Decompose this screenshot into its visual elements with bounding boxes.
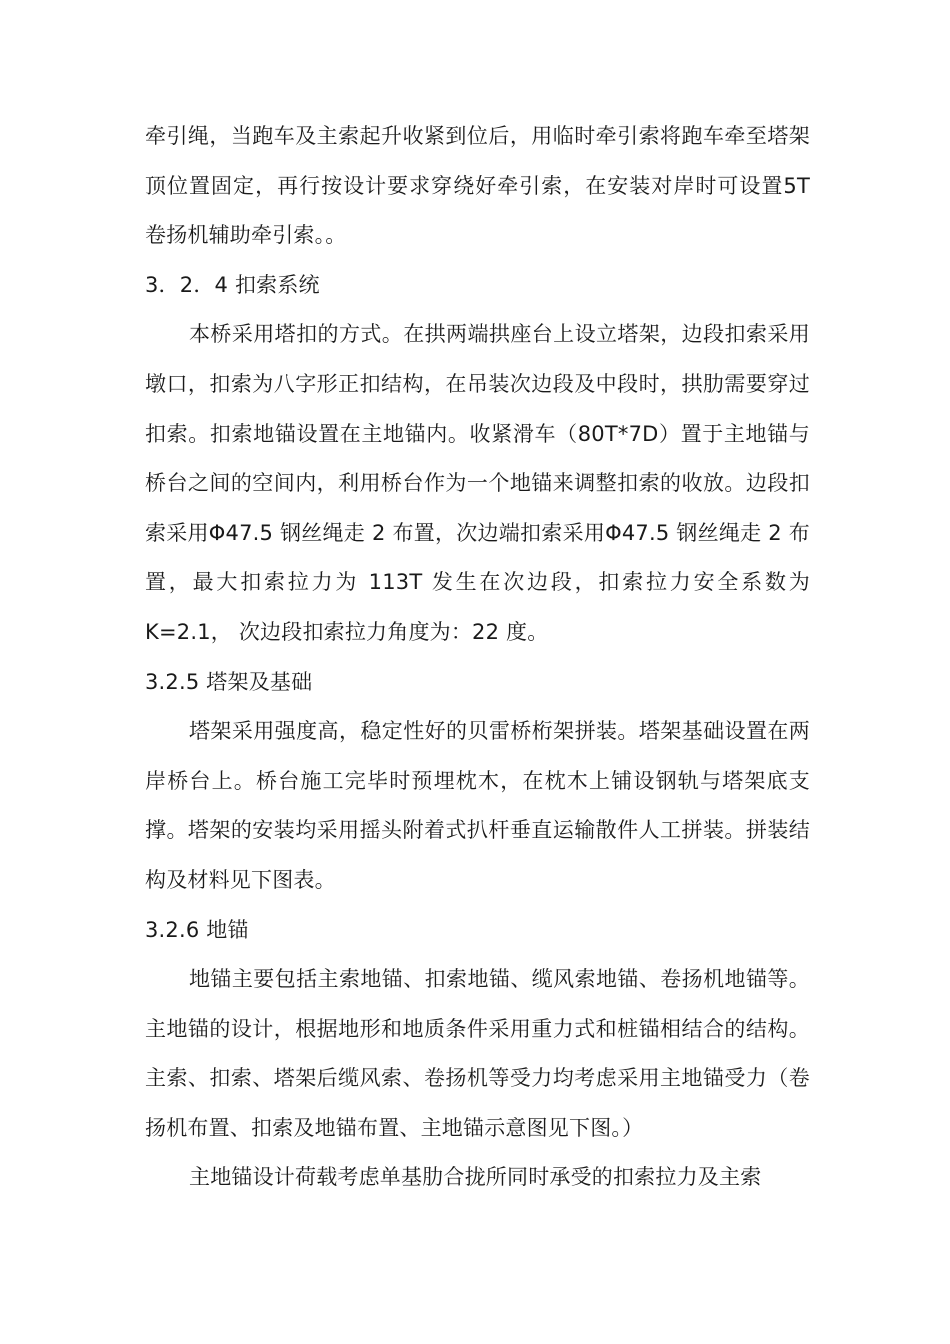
section-heading-3-2-4: 3．2．4 扣索系统 <box>145 272 320 297</box>
paragraph-main-anchor-load: 主地锚设计荷载考虑单基肋合拢所同时承受的扣索拉力及主索 <box>189 1165 762 1190</box>
paragraph-tower-frame: 塔架采用强度高，稳定性好的贝雷桥桁架拼装。塔架基础设置在两岸桥台上。桥台施工完毕时预埋枕木，在枕木上铺设钢轨与塔架底支撑。塔架的安装均采用摇头附着式扒杆垂直运输散件人工拼装。拼装结构及材料见下图表。 <box>145 719 810 892</box>
section-heading-3-2-6: 3.2.6 地锚 <box>145 917 249 942</box>
paragraph-buckle-cable-system: 本桥采用塔扣的方式。在拱两端拱座台上设立塔架，边段扣索采用墩口，扣索为八字形正扣结构，在吊装次边段及中段时，拱肋需要穿过扣索。扣索地锚设置在主地锚内。收紧滑车（80T*7D）置于主地锚与桥台之间的空间内，利用桥台作为一个地锚来调整扣索的收放。边段扣索采用Φ47.5 钢丝绳走 2 布置，次边端扣索采用Φ47.5 钢丝绳走 2 布置，最大扣索拉力为 113T 发生在次边段，扣索拉力安全系数为 K=2.1， 次边段扣索拉力角度为：22 度。 <box>145 322 810 644</box>
section-heading-3-2-5: 3.2.5 塔架及基础 <box>145 669 313 694</box>
paragraph-traction-rope: 牵引绳，当跑车及主索起升收紧到位后，用临时牵引索将跑车牵至塔架顶位置固定，再行按设计要求穿绕好牵引索，在安装对岸时可设置5T 卷扬机辅助牵引索。。 <box>145 124 810 248</box>
document-body <box>145 112 810 1203</box>
paragraph-ground-anchor: 地锚主要包括主索地锚、扣索地锚、缆风索地锚、卷扬机地锚等。主地锚的设计，根据地形和地质条件采用重力式和桩锚相结合的结构。主索、扣索、塔架后缆风索、卷扬机等受力均考虑采用主地锚受力（卷扬机布置、扣索及地锚布置、主地锚示意图见下图。） <box>145 967 810 1140</box>
